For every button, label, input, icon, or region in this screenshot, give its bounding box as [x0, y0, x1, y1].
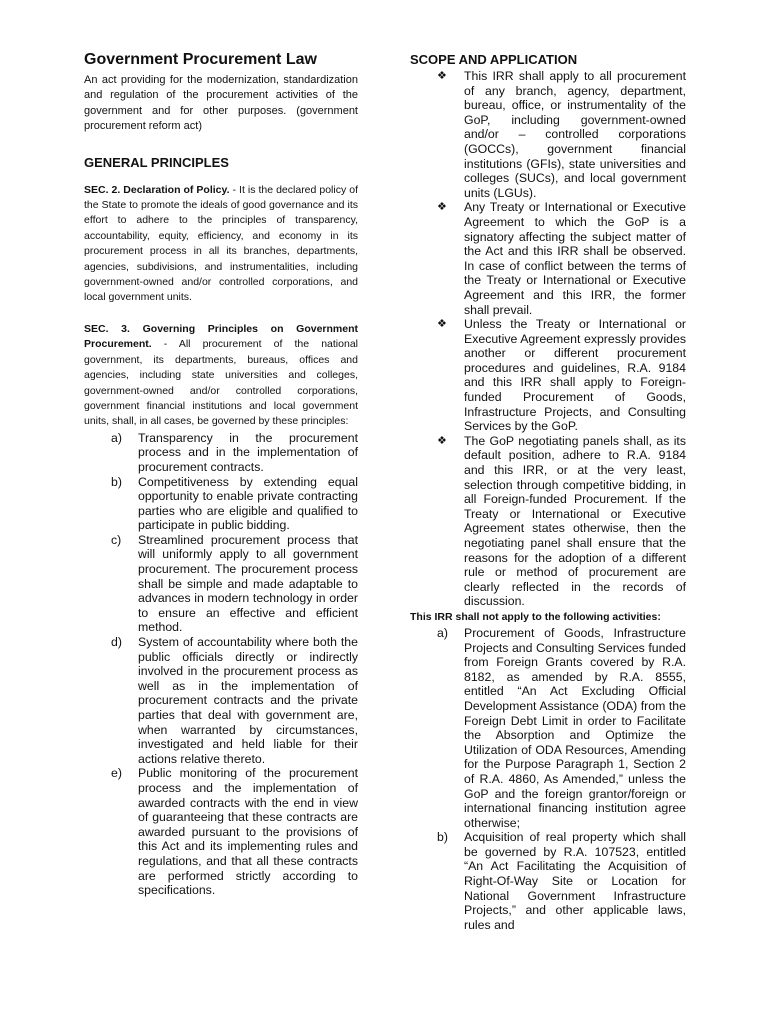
spacer — [84, 306, 358, 322]
list-marker: c) — [111, 532, 122, 547]
list-item — [410, 830, 686, 932]
document-title: Government Procurement Law — [84, 51, 317, 68]
list-item — [84, 431, 358, 475]
list-marker: b) — [437, 830, 448, 845]
list-item-text: Competitiveness by extending equal opportunity to enable private contracting parties who are eligible and qualified to participate in public bidding. — [138, 474, 358, 533]
bullet-item — [410, 69, 686, 200]
bullet-text: Unless the Treaty or International or Executive Agreement expressly provides another or different procurement procedures and guidelines, R.A. 9184 and this IRR shall apply to Foreign-funded Procurement of Goods, Infrastructure Projects, and Consulting Services by the GoP. — [464, 317, 686, 434]
list-item — [84, 766, 358, 897]
bullet-item — [410, 317, 686, 434]
bullet-text: The GoP negotiating panels shall, as its default position, adhere to R.A. 9184 and this IRR, or at the very least, selection through competitive bidding, in all Foreign-funded Procurement. If the Treaty or International or Executive Agreement states otherwise, then the negotiating panel shall ensure that the reasons for the adoption of a different rule or method of procurement are clearly reflected in the records of discussion. — [464, 433, 686, 609]
list-marker: d) — [111, 635, 122, 650]
list-item-text: Streamlined procurement process that will uniformly apply to all government procurement. The procurement process shall be simple and made adaptable to advances in modern technology in order to ensure an effective and efficient method. — [138, 532, 358, 635]
sec2-text: - It is the declared policy of the State to promote the ideals of good governance and its effort to adhere to the principles of transparency, accountability, equity, efficiency, and economy in its procurement process in all its branches, departments, agencies, subdivisions, and instrumentalities, including government-owned and/or controlled corporations, and local government units. — [84, 183, 358, 304]
sec2-label: SEC. 2. Declaration of Policy. — [84, 183, 230, 196]
diamond-bullet-icon: ❖ — [437, 434, 447, 447]
list-item-text: System of accountability where both the public officials directly or indirectly involved in the procurement process as well as in the implementation of procurement contracts and the private parties that deal with government are, when warranted by circumstances, investigated and held liable for their actions relative thereto. — [138, 635, 358, 766]
bullet-item — [410, 434, 686, 609]
sec3-text: - All procurement of the national government, its departments, bureaus, offices and agencies, including state universities and colleges, government-owned and/or controlled corporations, government financial institutions and local government units, shall, in all cases, be governed by these principles: — [84, 338, 358, 428]
list-item — [410, 626, 686, 830]
list-item-text: Transparency in the procurement process and in the implementation of procurement contracts. — [138, 430, 358, 474]
list-marker: a) — [111, 430, 122, 445]
list-marker: a) — [437, 625, 448, 640]
list-marker: b) — [111, 474, 122, 489]
list-marker: e) — [111, 766, 122, 781]
bullet-text: This IRR shall apply to all procurement of any branch, agency, department, bureau, office, or instrumentality of the GoP, including government-owned and/or – controlled corporations (GOCCs), government financial institutions (GFIs), state universities and colleges (SUCs), and local government units (LGUs). — [464, 69, 686, 200]
list-item-text: Acquisition of real property which shall be governed by R.A. 107523, entitled “An Act Facilitating the Acquisition of Right-Of-Way Site or Location for National Government Infrastructure Projects,” and other applicable laws, rules and — [464, 830, 686, 932]
general-principles-heading: GENERAL PRINCIPLES — [84, 154, 229, 170]
sec3-paragraph — [84, 322, 358, 430]
scope-bullet-list — [410, 69, 686, 609]
right-column — [410, 52, 686, 932]
list-item — [84, 475, 358, 533]
exclusions-list — [410, 626, 686, 932]
sec3-label: SEC. 3. Governing Principles on Government Procurement. — [84, 322, 358, 351]
left-column — [84, 50, 358, 898]
principles-list — [84, 431, 358, 898]
bullet-item — [410, 200, 686, 317]
diamond-bullet-icon: ❖ — [437, 201, 447, 214]
scope-heading: SCOPE AND APPLICATION — [410, 52, 578, 67]
list-item-text: Procurement of Goods, Infrastructure Projects and Consulting Services funded from Foreign Grants covered by R.A. 8182, as amended by R.A. 8555, entitled “An Act Excluding Official Development Assistance (ODA) from the Foreign Debt Limit in order to Facilitate the Absorption and Optimize the Utilization of ODA Resources, Amending for the Purpose Paragraph 1, Section 2 of R.A. 4860, As Amended,” unless the GoP and the foreign grantor/foreign or international financing institution agree otherwise; — [464, 625, 686, 830]
diamond-bullet-icon: ❖ — [437, 70, 447, 82]
bullet-text: Any Treaty or International or Executive Agreement to which the GoP is a signatory affecting the subject matter of the Act and this IRR shall be observed. In case of conflict between the terms of the Treaty or International or Executive Agreement and this IRR, the former shall prevail. — [464, 200, 686, 317]
list-item — [84, 533, 358, 635]
diamond-bullet-icon: ❖ — [437, 318, 447, 331]
list-item — [84, 635, 358, 766]
list-item-text: Public monitoring of the procurement process and the implementation of awarded contracts with the end in view of guaranteeing that these contracts are awarded pursuant to the provisions of this Act and its implementing rules and regulations, and that all these contracts are performed strictly according to specifications. — [138, 766, 358, 898]
sec2-paragraph — [84, 183, 358, 306]
not-apply-heading: This IRR shall not apply to the following activities: — [410, 610, 661, 623]
intro-paragraph: An act providing for the modernization, standardization and regulation of the procurement activities of the government and for other purposes. (government procurement reform act) — [84, 74, 358, 133]
